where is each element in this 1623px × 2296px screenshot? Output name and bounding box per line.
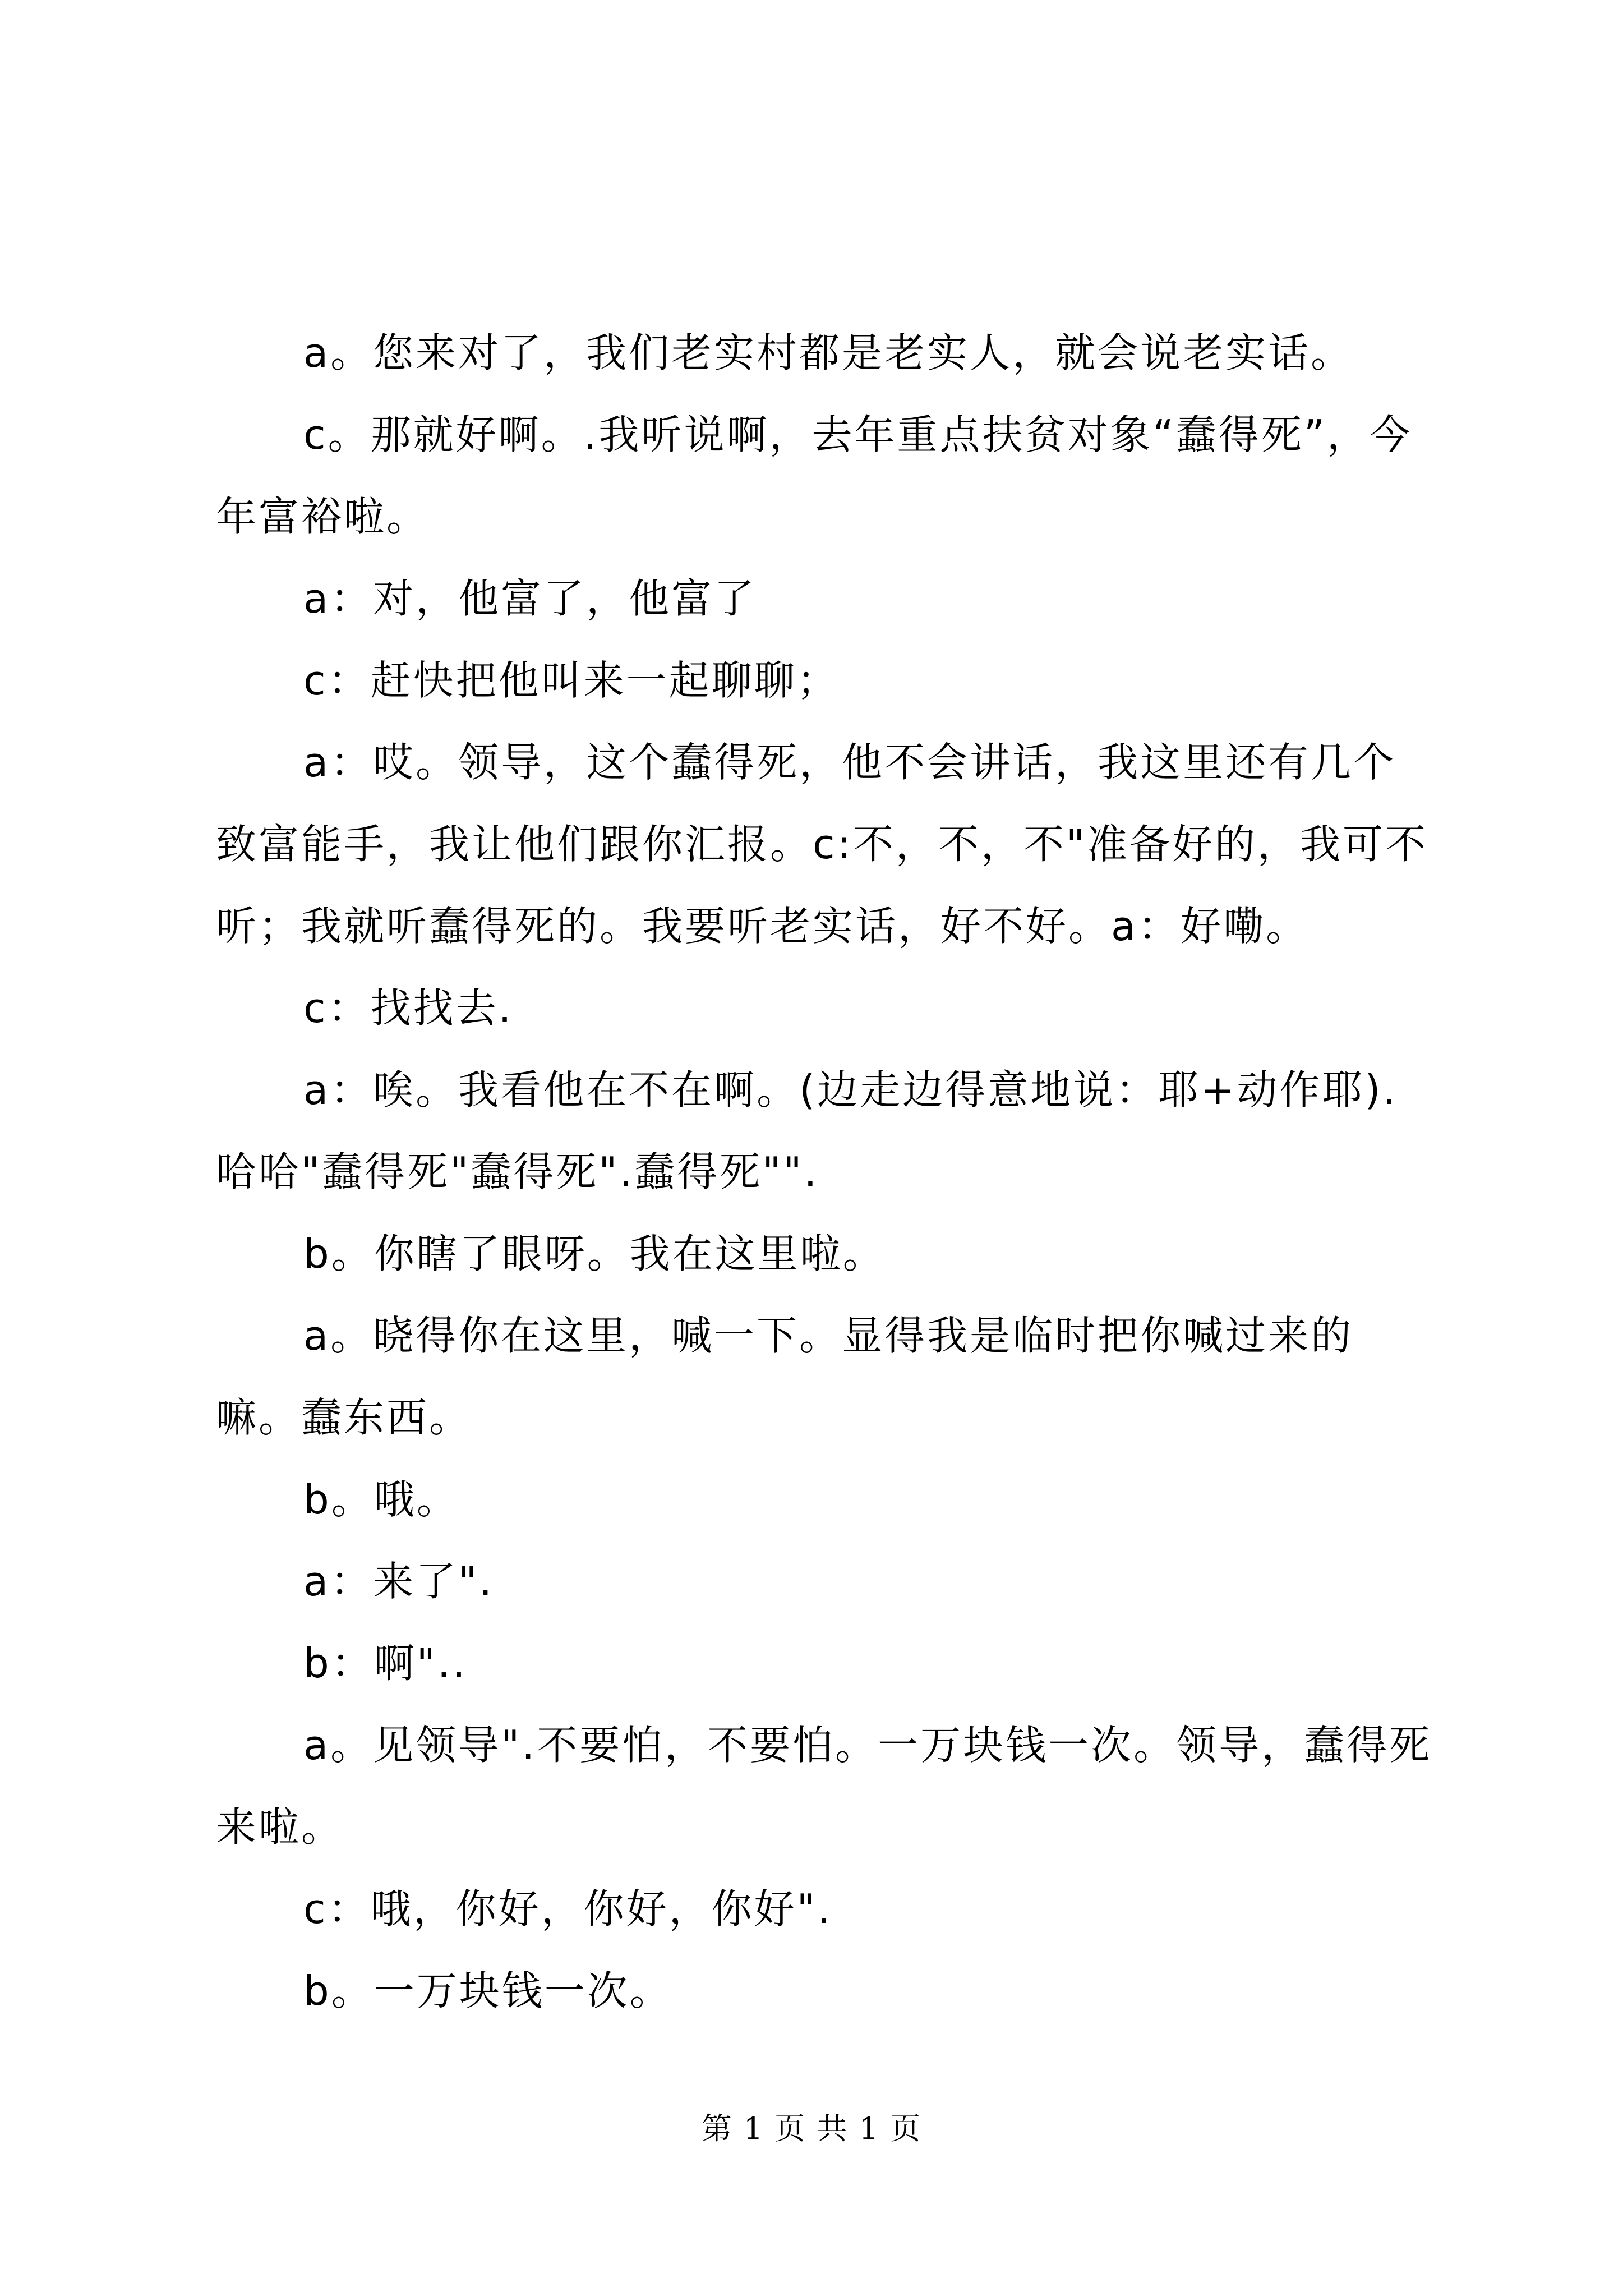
paragraph: b。哦。 [303, 1476, 459, 1523]
document-body [216, 312, 1433, 2032]
paragraph: b：啊".. [303, 1640, 468, 1687]
paragraph: c。那就好啊。.我听说啊，去年重点扶贫对象“蠢得死”，今年富裕啦。 [216, 411, 1413, 540]
page-number-footer: 第 1 页 共 1 页 [701, 2111, 922, 2146]
paragraph: a：来了". [303, 1558, 495, 1605]
paragraph: c：哦，你好，你好，你好". [303, 1885, 833, 1932]
paragraph: c：找找去. [303, 984, 514, 1032]
paragraph: a：对，他富了，他富了 [303, 575, 757, 622]
paragraph: a：唉。我看他在不在啊。(边走边得意地说：耶+动作耶).哈哈"蠢得死"蠢得死".蠢得死"". [216, 1066, 1398, 1195]
paragraph: a。晓得你在这里，喊一下。显得我是临时把你喊过来的嘛。蠢东西。 [216, 1312, 1354, 1441]
paragraph: a。您来对了，我们老实村都是老实人，就会说老实话。 [303, 329, 1354, 376]
paragraph: c：赶快把他叫来一起聊聊； [303, 657, 840, 704]
paragraph: b。一万块钱一次。 [303, 1967, 672, 2014]
paragraph: a。见领导".不要怕，不要怕。一万块钱一次。领导，蠢得死来啦。 [216, 1722, 1432, 1851]
paragraph: a：哎。领导，这个蠢得死，他不会讲话，我这里还有几个致富能手，我让他们跟你汇报。c:不，不，不"准备好的，我可不听；我就听蠢得死的。我要听老实话，好不好。a：好嘞。 [216, 739, 1428, 950]
paragraph: b。你瞎了眼呀。我在这里啦。 [303, 1230, 886, 1277]
